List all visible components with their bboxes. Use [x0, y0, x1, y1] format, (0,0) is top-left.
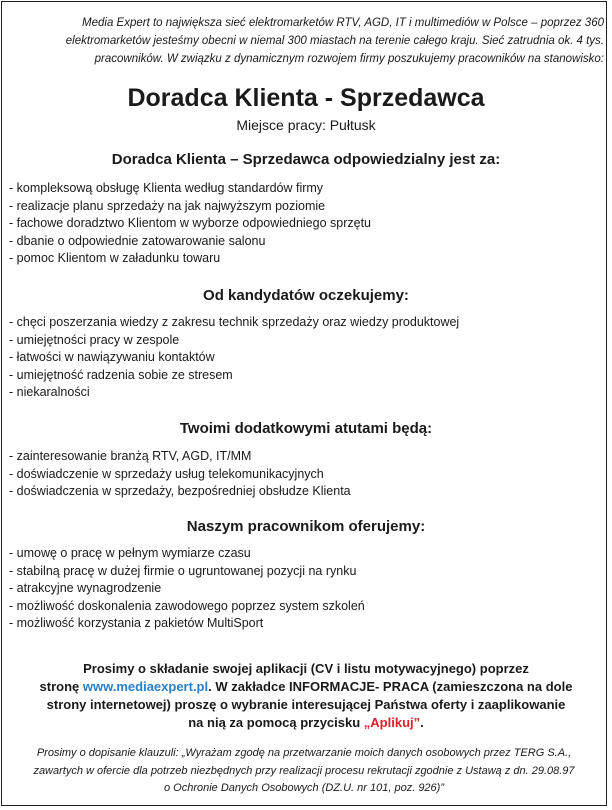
advantages-list	[9, 448, 351, 501]
list-item: - kompleksową obsługę Klienta według standardów firmy	[9, 181, 324, 195]
list-item: - atrakcyjne wynagrodzenie	[9, 581, 162, 595]
list-item: - możliwość korzystania z pakietów MultiSport	[9, 616, 264, 630]
list-item: - dbanie o odpowiednie zatowarowanie salonu	[9, 233, 266, 248]
list-item: - łatwości w nawiązywaniu kontaktów	[9, 350, 215, 364]
list-item: - umiejętności pracy w zespole	[9, 332, 180, 347]
list-item: - umiejętność radzenia sobie ze stresem	[9, 367, 233, 382]
job-location: Miejsce pracy: Pułtusk	[236, 117, 376, 133]
list-item: - niekaralności	[9, 385, 90, 399]
list-item: - stabilną pracę w dużej firmie o ugruntowanej pozycji na rynku	[9, 563, 357, 578]
application-instructions	[0, 660, 612, 732]
apply-text: stronę	[39, 679, 83, 694]
apply-text: na nią za pomocą przycisku	[188, 715, 364, 730]
list-item: - umowę o pracę w pełnym wymiarze czasu	[9, 546, 251, 560]
offer-list	[9, 545, 365, 633]
responsibilities-heading: Doradca Klienta – Sprzedawca odpowiedzialny jest za:	[111, 151, 501, 168]
list-item: - zainteresowanie branżą RTV, AGD, IT/MM	[9, 449, 252, 463]
website-link[interactable]: www.mediaexpert.pl	[82, 679, 209, 694]
apply-line	[0, 714, 612, 732]
list-item: - chęci poszerzania wiedzy z zakresu technik sprzedaży oraz wiedzy produktowej	[9, 315, 460, 329]
list-item: - możliwość doskonalenia zawodowego poprzez system szkoleń	[9, 598, 365, 613]
clause-line: zawartych w ofercie dla potrzeb niezbędnych przy realizacji procesu rekrutacji zgodnie z Ustawą z dn. 29.08.97	[33, 764, 575, 777]
intro-line: elektromarketów jesteśmy obecni w niemal 300 miastach na terenie całego kraju. Sieć zatrudnia ok. 4 tys.	[65, 35, 604, 47]
job-title: Doradca Klienta - Sprzedawca	[127, 84, 485, 112]
clause-line: Prosimy o dopisanie klauzuli: „Wyrażam zgodę na przetwarzanie moich danych osobowych przez TERG S.A.,	[36, 747, 572, 759]
apply-line: strony internetowej) proszę o wybranie interesującej Państwa oferty i zaaplikowanie	[46, 697, 566, 712]
list-item: - fachowe doradztwo Klientom w wyborze odpowiedniego sprzętu	[9, 216, 371, 230]
apply-text: .	[420, 715, 424, 730]
consent-clause	[6, 745, 602, 798]
intro-line: pracowników. W związku z dynamicznym rozwojem firmy poszukujemy pracowników na stanowisko:	[94, 53, 604, 65]
offer-heading: Naszym pracownikom oferujemy:	[186, 518, 426, 535]
apply-button-name: „Aplikuj”	[363, 715, 421, 730]
apply-line	[0, 678, 612, 696]
clause-line: o Ochronie Danych Osobowych (DZ.U. nr 101, poz. 926)”	[163, 782, 444, 794]
responsibilities-list	[9, 180, 371, 268]
list-item: - pomoc Klientom w załadunku towaru	[9, 251, 221, 265]
requirements-heading: Od kandydatów oczekujemy:	[203, 287, 409, 304]
intro-line: Media Expert to największa sieć elektromarketów RTV, AGD, IT i multimediów w Polsce – poprzez 360	[82, 17, 604, 29]
company-intro	[6, 14, 604, 68]
list-item: - doświadczenie w sprzedaży usług telekomunikacyjnych	[9, 466, 324, 481]
advantages-heading: Twoimi dodatkowymi atutami będą:	[179, 420, 433, 437]
apply-line: Prosimy o składanie swojej aplikacji (CV i listu motywacyjnego) poprzez	[83, 661, 529, 676]
list-item: - realizacje planu sprzedaży na jak najwyższym poziomie	[9, 198, 326, 213]
list-item: - doświadczenia w sprzedaży, bezpośredniej obsłudze Klienta	[9, 484, 351, 498]
apply-text: . W zakładce INFORMACJE- PRACA (zamieszczona na dole	[208, 679, 573, 694]
requirements-list	[9, 314, 459, 402]
